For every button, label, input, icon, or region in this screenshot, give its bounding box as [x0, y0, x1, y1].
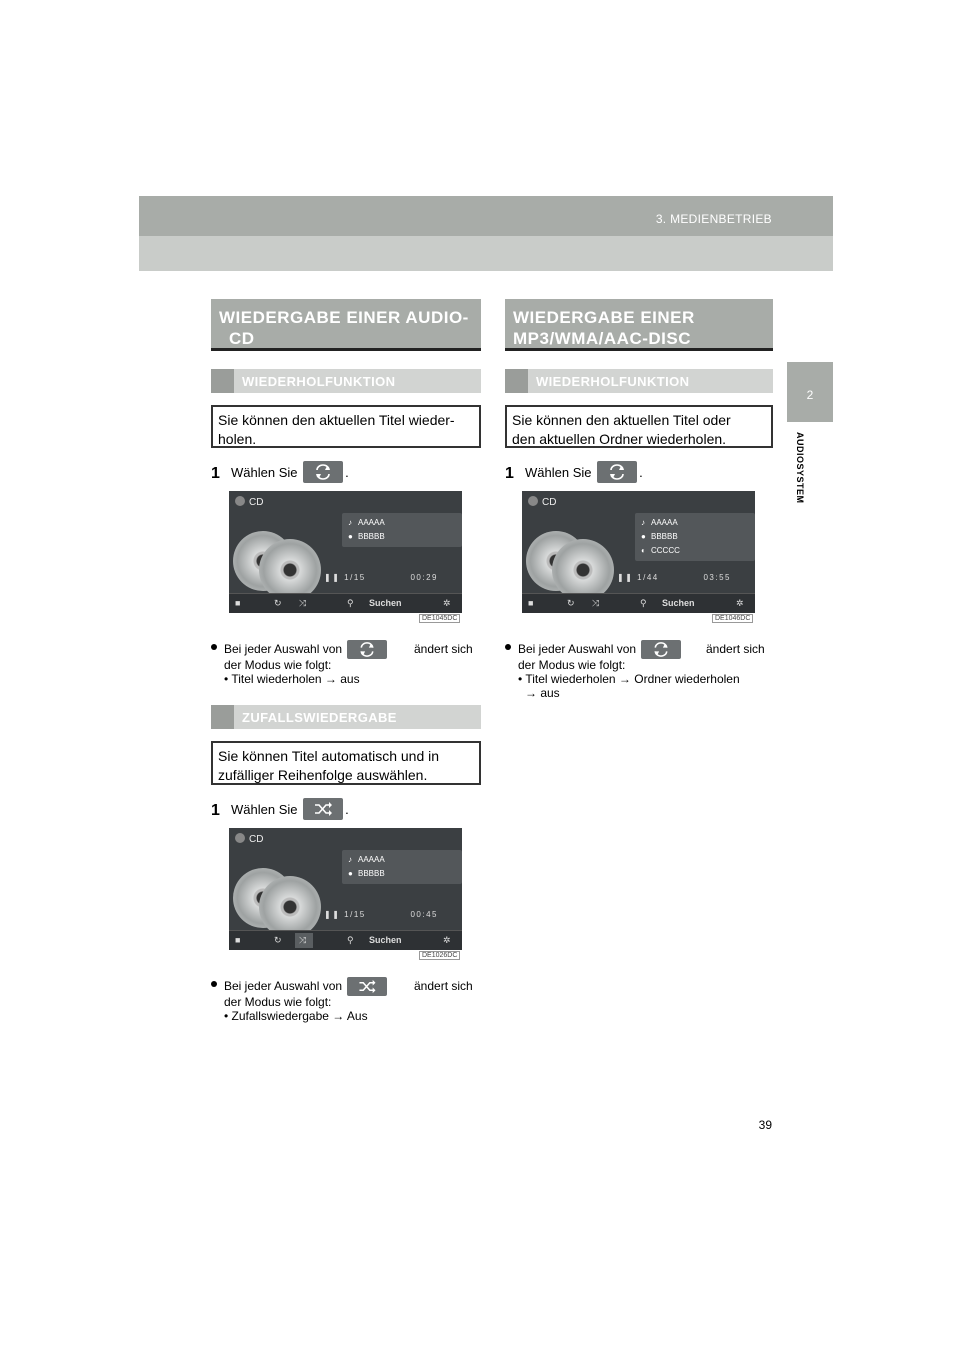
subsection-repeat: [505, 369, 773, 393]
image-code: DE1045DC: [419, 614, 460, 623]
shuffle-icon[interactable]: ⤨: [299, 598, 307, 608]
step-number: 1: [211, 802, 220, 819]
source-text: CD: [249, 834, 264, 845]
step-end: .: [345, 465, 349, 480]
repeat-button-inline: [641, 640, 681, 659]
shuffle-button[interactable]: [303, 798, 343, 820]
repeat-icon: [313, 463, 333, 481]
track-progress: 1/44: [637, 573, 659, 582]
disc-image: [552, 539, 614, 601]
screenshot-mp3-repeat: [522, 491, 755, 613]
bullet-mode-list: • Titel wiederholen → Ordner wiederholen: [518, 672, 740, 686]
intro-line1: Sie können Titel automatisch und in: [218, 748, 440, 764]
shuffle-icon: [357, 978, 377, 995]
settings-icon[interactable]: ✲: [736, 598, 744, 608]
settings-icon[interactable]: ✲: [443, 935, 451, 945]
step-number: 1: [211, 465, 220, 482]
search-button[interactable]: Suchen: [369, 935, 402, 945]
disc-image: [259, 876, 321, 938]
header-subband: [139, 236, 833, 271]
step-end: .: [639, 465, 643, 480]
section-title-line1: WIEDERGABE EINER AUDIO-: [219, 308, 469, 327]
step-select-repeat: [505, 461, 643, 483]
sound-icon[interactable]: ■: [235, 935, 241, 945]
disc-icon: [235, 496, 245, 506]
track-time: 00:45: [410, 910, 438, 919]
shuffle-icon[interactable]: ⤨: [299, 935, 307, 945]
artist-icon: ●: [348, 532, 353, 541]
bullet-text-a: Bei jeder Auswahl von: [518, 642, 637, 656]
shuffle-icon: [313, 800, 333, 818]
music-note-icon: ♪: [348, 518, 352, 527]
music-note-icon: ♪: [641, 518, 645, 527]
step-select-repeat: [211, 461, 349, 483]
progress-bar: [324, 910, 458, 922]
bullet-text-b: ändert sich: [414, 642, 473, 656]
side-label-text: AUDIOSYSTEM: [795, 432, 805, 504]
bullet-text-a: Bei jeder Auswahl von: [224, 979, 343, 993]
settings-icon[interactable]: ✲: [443, 598, 451, 608]
bullet-text-b: ändert sich: [706, 642, 765, 656]
disc-image: [259, 539, 321, 601]
step-text: Wählen Sie: [231, 465, 298, 480]
shuffle-icon[interactable]: ⤨: [592, 598, 600, 608]
source-text: CD: [249, 497, 264, 508]
image-code: DE1046DC: [712, 614, 753, 623]
step-end: .: [345, 802, 349, 817]
progress-bar: [617, 573, 751, 585]
subsection-marker: [211, 705, 234, 729]
bullet-text-c: der Modus wie folgt:: [224, 995, 332, 1009]
pause-icon: ❚❚: [324, 910, 345, 919]
intro-line2: den aktuellen Ordner wiederholen.: [512, 431, 727, 447]
bullet-shuffle-modes: [211, 977, 481, 1027]
step-text: Wählen Sie: [525, 465, 592, 480]
repeat-icon: [357, 641, 377, 658]
source-text: CD: [542, 497, 557, 508]
bullet-mode-list: • Titel wiederholen → aus: [224, 672, 360, 686]
sound-icon[interactable]: ■: [528, 598, 534, 608]
subsection-shuffle: [211, 705, 481, 729]
search-button[interactable]: Suchen: [662, 598, 695, 608]
step-number: 1: [505, 465, 514, 482]
repeat-icon: [607, 463, 627, 481]
artist-name: BBBBB: [358, 869, 385, 878]
bullet-dot: [211, 981, 217, 987]
bullet-text-c: der Modus wie folgt:: [224, 658, 332, 672]
intro-box-repeat: [211, 405, 481, 448]
step-text: Wählen Sie: [231, 802, 298, 817]
page-number: 39: [758, 1118, 772, 1132]
bullet-text-a: Bei jeder Auswahl von: [224, 642, 343, 656]
track-info: [635, 513, 755, 561]
sound-icon[interactable]: ■: [235, 598, 241, 608]
source-label: [235, 833, 263, 845]
step-select-shuffle: [211, 798, 349, 820]
image-code: DE1026DC: [419, 951, 460, 960]
repeat-button-inline: [347, 640, 387, 659]
source-label: [235, 496, 263, 508]
track-name: AAAAA: [358, 855, 385, 864]
subsection-title: WIEDERHOLFUNKTION: [242, 374, 396, 389]
subsection-title: WIEDERHOLFUNKTION: [536, 374, 690, 389]
subsection-repeat: [211, 369, 481, 393]
chapter-title: 3. MEDIENBETRIEB: [655, 212, 772, 226]
bullet-text-b: ändert sich: [414, 979, 473, 993]
progress-bar: [324, 573, 458, 585]
album-icon: ◐: [641, 546, 646, 555]
track-name: AAAAA: [651, 518, 678, 527]
section-title-line2: MP3/WMA/AAC-DISC: [513, 329, 691, 348]
disc-icon: [235, 833, 245, 843]
search-icon[interactable]: ⚲: [347, 598, 354, 608]
subsection-title: ZUFALLSWIEDERGABE: [242, 710, 397, 725]
track-info: [342, 513, 462, 547]
search-icon[interactable]: ⚲: [640, 598, 647, 608]
repeat-icon[interactable]: ↻: [274, 598, 282, 608]
artist-icon: ●: [641, 532, 646, 541]
repeat-icon[interactable]: ↻: [274, 935, 282, 945]
subsection-marker: [505, 369, 528, 393]
intro-line1: Sie können den aktuellen Titel wieder-: [218, 412, 455, 428]
track-progress: 1/15: [344, 573, 366, 582]
search-icon[interactable]: ⚲: [347, 935, 354, 945]
music-note-icon: ♪: [348, 855, 352, 864]
section-title-line2: CD: [229, 329, 255, 348]
bullet-mode-list: • Zufallswiedergabe → Aus: [224, 1009, 368, 1023]
intro-line2: zufälliger Reihenfolge auswählen.: [218, 767, 428, 783]
source-label: [528, 496, 556, 508]
bullet-mode-list-cont: → aus: [525, 686, 560, 700]
bullet-dot: [211, 644, 217, 650]
bottom-toolbar: [229, 930, 462, 950]
section-title-audio-cd: [211, 299, 481, 351]
track-time: 03:55: [703, 573, 731, 582]
repeat-icon: [651, 641, 671, 658]
pause-icon: ❚❚: [324, 573, 345, 582]
artist-icon: ●: [348, 869, 353, 878]
bullet-repeat-modes: [211, 640, 481, 690]
track-info: [342, 850, 462, 884]
track-time: 00:29: [410, 573, 438, 582]
bottom-toolbar: [522, 593, 755, 613]
artist-name: BBBBB: [358, 532, 385, 541]
side-tab-number: 2: [806, 388, 814, 402]
intro-box-repeat: [505, 405, 773, 448]
section-title-line1: WIEDERGABE EINER: [513, 308, 695, 327]
bullet-dot: [505, 644, 511, 650]
track-name: AAAAA: [358, 518, 385, 527]
intro-line2: holen.: [218, 431, 257, 447]
disc-icon: [528, 496, 538, 506]
pause-icon: ❚❚: [617, 573, 638, 582]
artist-name: BBBBB: [651, 532, 678, 541]
repeat-icon[interactable]: ↻: [567, 598, 575, 608]
section-title-mp3-disc: [505, 299, 773, 351]
bottom-toolbar: [229, 593, 462, 613]
search-button[interactable]: Suchen: [369, 598, 402, 608]
screenshot-cd-shuffle: [229, 828, 462, 950]
bullet-text-c: der Modus wie folgt:: [518, 658, 626, 672]
intro-line1: Sie können den aktuellen Titel oder: [512, 412, 731, 428]
subsection-marker: [211, 369, 234, 393]
repeat-button[interactable]: [597, 461, 637, 483]
screenshot-cd-repeat: [229, 491, 462, 613]
repeat-button[interactable]: [303, 461, 343, 483]
intro-box-shuffle: [211, 741, 481, 785]
track-progress: 1/15: [344, 910, 366, 919]
album-name: CCCCC: [651, 546, 680, 555]
bullet-repeat-modes: [505, 640, 775, 704]
side-label: [787, 432, 811, 542]
shuffle-button-inline: [347, 977, 387, 996]
